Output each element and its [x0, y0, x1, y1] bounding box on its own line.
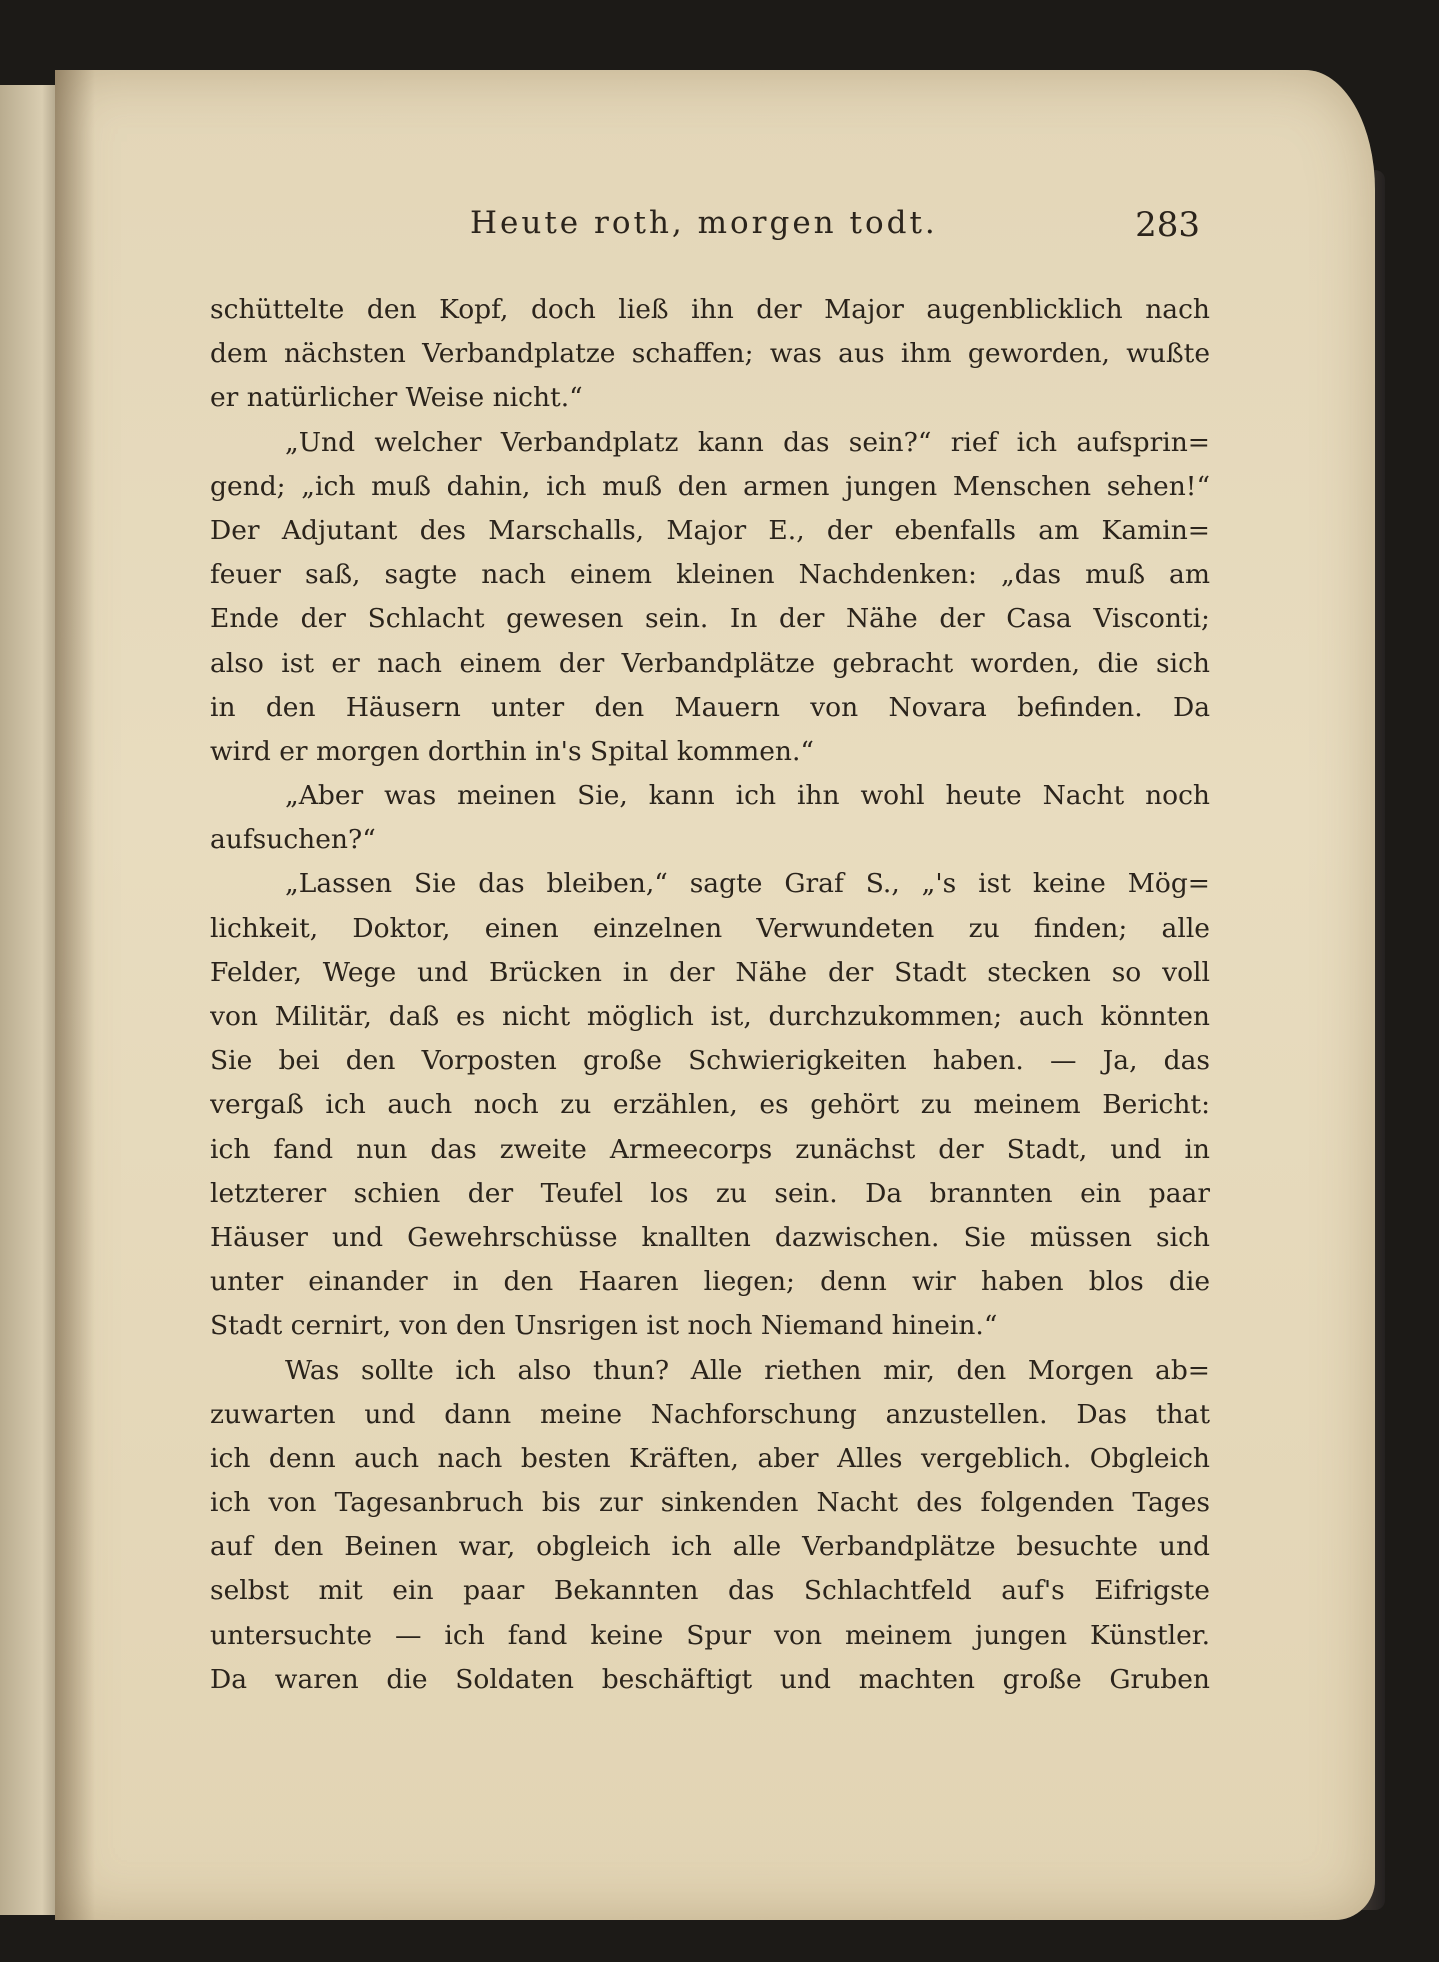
text-line: wird er morgen dorthin in's Spital kommen.“ — [210, 735, 814, 767]
text-line: Was sollte ich also thun? Alle riethen mir, den Morgen ab= — [285, 1354, 1210, 1386]
text-line: „Lassen Sie das bleiben,“ sagte Graf S., „'s ist keine Mög= — [285, 868, 1210, 900]
running-title: Heute roth, morgen todt. — [470, 205, 938, 241]
text-line: schüttelte den Kopf, doch ließ ihn der Major augenblicklich nach — [210, 294, 1210, 325]
text-line: gend; „ich muß dahin, ich muß den armen jungen Menschen sehen!“ — [210, 470, 1210, 502]
text-line: von Militär, daß es nicht möglich ist, durchzukommen; auch könnten — [210, 1001, 1210, 1032]
text-line: zuwarten und dann meine Nachforschung anzustellen. Das that — [210, 1398, 1210, 1430]
body-text — [210, 288, 1210, 1702]
text-line: Sie bei den Vorposten große Schwierigkeiten haben. — Ja, das — [210, 1045, 1210, 1077]
text-line: lichkeit, Doktor, einen einzelnen Verwundeten zu finden; alle — [210, 912, 1210, 944]
text-line: letzterer schien der Teufel los zu sein. Da brannten ein paar — [210, 1177, 1210, 1209]
text-line: Ende der Schlacht gewesen sein. In der Nähe der Casa Visconti; — [210, 603, 1210, 635]
text-line: untersuchte — ich fand keine Spur von meinem jungen Künstler. — [210, 1619, 1210, 1651]
text-line: ich fand nun das zweite Armeecorps zunächst der Stadt, und in — [210, 1133, 1210, 1165]
text-line: ich von Tagesanbruch bis zur sinkenden Nacht des folgenden Tages — [210, 1487, 1210, 1519]
text-line: „Und welcher Verbandplatz kann das sein?“ rief ich aufsprin= — [285, 426, 1210, 458]
text-line: vergaß ich auch noch zu erzählen, es gehört zu meinem Bericht: — [210, 1089, 1210, 1121]
text-line: feuer saß, sagte nach einem kleinen Nachdenken: „das muß am — [210, 559, 1210, 591]
text-line: aufsuchen?“ — [210, 824, 376, 856]
text-line: „Aber was meinen Sie, kann ich ihn wohl heute Nacht noch — [285, 780, 1210, 812]
page-header — [200, 205, 1200, 255]
text-line: Stadt cernirt, von den Unsrigen ist noch Niemand hinein.“ — [210, 1310, 998, 1342]
text-line: dem nächsten Verbandplatze schaffen; was aus ihm geworden, wußte — [210, 338, 1210, 370]
gutter-shadow — [55, 70, 95, 1920]
text-line: ich denn auch nach besten Kräften, aber Alles vergeblich. Obgleich — [210, 1442, 1210, 1474]
page-number: 283 — [1135, 205, 1200, 245]
text-line: also ist er nach einem der Verbandplätze gebracht worden, die sich — [210, 647, 1210, 679]
text-line: Da waren die Soldaten beschäftigt und machten große Gruben — [210, 1663, 1210, 1695]
text-line: selbst mit ein paar Bekannten das Schlachtfeld auf's Eifrigste — [210, 1575, 1210, 1607]
text-line: auf den Beinen war, obgleich ich alle Verbandplätze besuchte und — [210, 1531, 1210, 1563]
text-line: in den Häusern unter den Mauern von Novara befinden. Da — [210, 691, 1210, 723]
text-line: Häuser und Gewehrschüsse knallten dazwischen. Sie müssen sich — [210, 1221, 1210, 1253]
text-line: Felder, Wege und Brücken in der Nähe der Stadt stecken so voll — [210, 956, 1210, 988]
text-line: er natürlicher Weise nicht.“ — [210, 382, 583, 414]
text-line: unter einander in den Haaren liegen; denn wir haben blos die — [210, 1266, 1210, 1298]
text-line: Der Adjutant des Marschalls, Major E., der ebenfalls am Kamin= — [210, 514, 1210, 546]
